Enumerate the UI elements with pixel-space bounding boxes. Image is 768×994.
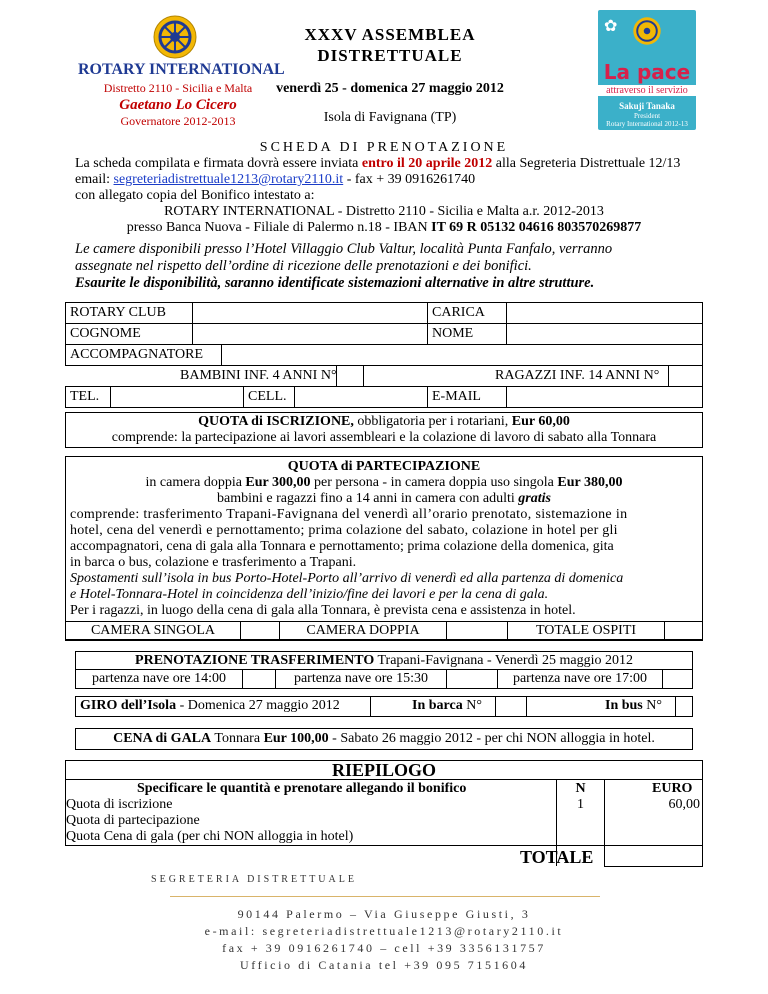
partecipazione-italic1: Spostamenti sull’isola in bus Porto-Hotel-Porto all’arrivo di venerdì ed alla partenza di domenica	[70, 571, 624, 586]
trasferimento-p2-field[interactable]	[446, 669, 498, 689]
theme-line3: Sakuji Tanaka	[619, 101, 675, 111]
riepilogo-totale-label: TOTALE	[520, 847, 594, 867]
notice-line1: Le camere disponibili presso l’Hotel Villaggio Club Valtur, località Punta Fanfalo, verranno	[75, 241, 613, 257]
partecipazione-desc3: accompagnatori, cena di gala alla Tonnara e pernottamento; prima colazione della domenica, gita	[70, 539, 614, 554]
trasferimento-p3-label: partenza nave ore 17:00	[512, 671, 648, 686]
ragazzi-field[interactable]	[668, 365, 703, 387]
rotary-club-label: ROTARY CLUB	[70, 305, 166, 320]
riepilogo-row-partecipazione: Quota di partecipazione	[66, 813, 200, 828]
rotary-club-field[interactable]	[192, 302, 428, 324]
footer-fax-cell: fax + 39 0916261740 – cell +39 3356131757	[222, 941, 546, 955]
intro-line1: La scheda compilata e firmata dovrà essere inviata entro il 20 aprile 2012 alla Segreteria Distrettuale 12/13	[75, 156, 681, 171]
trasferimento-p2-label: partenza nave ore 15:30	[293, 671, 429, 686]
cena-label: CENA di GALA Tonnara Eur 100,00 - Sabato 26 maggio 2012 - per chi NON alloggia in hotel.	[113, 731, 655, 746]
partecipazione-desc1: comprende: trasferimento Trapani-Favignana del venerdì all’orario prenotato, sistemazione in	[70, 507, 628, 522]
event-place: Isola di Favignana (TP)	[323, 110, 457, 125]
event-dates: venerdì 25 - domenica 27 maggio 2012	[276, 81, 504, 96]
nome-label: NOME	[432, 326, 474, 341]
riepilogo-row-iscrizione-euro: 60,00	[668, 797, 700, 812]
trasferimento-p3-field[interactable]	[662, 669, 693, 689]
partecipazione-children: bambini e ragazzi fino a 14 anni in camera con adulti gratis	[217, 491, 551, 506]
theme-line4: President	[633, 112, 661, 120]
theme-flower-icon: ✿	[604, 18, 618, 35]
secretariat-email-link[interactable]: segreteriadistrettuale1213@rotary2110.it	[113, 172, 344, 187]
footer-catania: Ufficio di Catania tel +39 095 7151604	[240, 958, 528, 972]
totale-ospiti-label: TOTALE OSPITI	[535, 623, 637, 638]
rotary-wheel-logo	[152, 14, 198, 60]
camera-singola-field[interactable]	[240, 621, 280, 641]
event-title-line2: DISTRETTUALE	[317, 46, 463, 65]
presidential-theme-logo	[598, 10, 696, 130]
footer-divider	[170, 896, 600, 897]
tel-label: TEL.	[70, 389, 100, 404]
camera-singola-label: CAMERA SINGOLA	[90, 623, 216, 638]
cognome-field[interactable]	[192, 323, 428, 345]
riepilogo-totale-field[interactable]	[604, 845, 703, 867]
nome-field[interactable]	[506, 323, 703, 345]
governor-name: Gaetano Lo Cicero	[119, 97, 237, 113]
tel-field[interactable]	[110, 386, 244, 408]
footer-email: e-mail: segreteriadistrettuale1213@rotary2110.it	[204, 924, 564, 938]
org-name: ROTARY INTERNATIONAL	[78, 61, 285, 78]
theme-line1: La pace	[603, 60, 691, 84]
giro-label: GIRO dell’Isola - Domenica 27 maggio 2012	[80, 698, 340, 713]
intro-line4: ROTARY INTERNATIONAL - Distretto 2110 - Sicilia e Malta a.r. 2012-2013	[164, 204, 604, 219]
bambini-label: BAMBINI INF. 4 ANNI N°	[180, 368, 337, 383]
iscrizione-heading: QUOTA di ISCRIZIONE, obbligatoria per i rotariani, Eur 60,00	[198, 414, 570, 429]
accompagnatore-label: ACCOMPAGNATORE	[70, 347, 204, 362]
email-label: E-MAIL	[432, 389, 481, 404]
ragazzi-label: RAGAZZI INF. 14 ANNI N°	[495, 368, 660, 383]
intro-line2: email: segreteriadistrettuale1213@rotary2110.it - fax + 39 0916261740	[75, 172, 476, 187]
form-title: SCHEDA DI PRENOTAZIONE	[259, 140, 509, 155]
trasferimento-p1-field[interactable]	[242, 669, 276, 689]
footer-address: 90144 Palermo – Via Giuseppe Giusti, 3	[237, 907, 531, 921]
footer-label: SEGRETERIA DISTRETTUALE	[151, 874, 357, 885]
partecipazione-prices: in camera doppia Eur 300,00 per persona - in camera doppia uso singola Eur 380,00	[145, 475, 623, 490]
bambini-field[interactable]	[336, 365, 364, 387]
partecipazione-desc2: hotel, cena del venerdì e pernottamento; prima colazione del sabato, colazione in hotel per gli	[70, 523, 618, 538]
carica-field[interactable]	[506, 302, 703, 324]
trasferimento-heading: PRENOTAZIONE TRASFERIMENTO Trapani-Favignana - Venerdì 25 maggio 2012	[135, 653, 633, 668]
theme-rotary-wheel-icon	[632, 16, 662, 46]
theme-line5: Rotary International 2012-13	[606, 120, 688, 128]
giro-barca-field[interactable]	[495, 696, 527, 717]
partecipazione-desc4: in barca o bus, colazione e trasferimento a Trapani.	[70, 555, 357, 570]
cognome-label: COGNOME	[70, 326, 141, 341]
giro-bus-field[interactable]	[675, 696, 693, 717]
email-field[interactable]	[506, 386, 703, 408]
riepilogo-col-euro: EURO	[652, 781, 693, 796]
camera-doppia-field[interactable]	[446, 621, 508, 641]
riepilogo-row-iscrizione: Quota di iscrizione	[66, 797, 173, 812]
intro-line5: presso Banca Nuova - Filiale di Palermo n.18 - IBAN IT 69 R 05132 04616 803570269877	[126, 220, 642, 235]
event-title-line1: XXXV ASSEMBLEA	[304, 25, 476, 44]
carica-label: CARICA	[432, 305, 485, 320]
partecipazione-desc5: Per i ragazzi, in luogo della cena di gala alla Tonnara, è prevista cena e assistenza in hotel.	[70, 603, 576, 618]
notice-line2: assegnate nel rispetto dell’ordine di ricezione delle prenotazioni e dei bonifici.	[75, 258, 532, 274]
theme-line2: attraverso il servizio	[598, 85, 696, 96]
giro-barca-label: In barca N°	[412, 698, 482, 713]
accompagnatore-field[interactable]	[221, 344, 703, 366]
intro-line3: con allegato copia del Bonifico intestato a:	[75, 188, 315, 203]
riepilogo-row-iscrizione-n: 1	[577, 797, 584, 812]
cell-label: CELL.	[248, 389, 287, 404]
iscrizione-desc: comprende: la partecipazione ai lavori assembleari e la colazione di lavoro di sabato alla Tonnara	[111, 430, 657, 445]
riepilogo-subtitle: Specificare le quantità e prenotare allegando il bonifico	[137, 781, 467, 796]
partecipazione-title: QUOTA di PARTECIPAZIONE	[287, 459, 481, 474]
governor-title: Governatore 2012-2013	[120, 114, 236, 128]
riepilogo-title: RIEPILOGO	[331, 760, 437, 780]
totale-ospiti-field[interactable]	[664, 621, 703, 641]
cell-field[interactable]	[294, 386, 428, 408]
riepilogo-col-n: N	[575, 781, 586, 796]
partecipazione-italic2: e Hotel-Tonnara-Hotel in coincidenza dell’inizio/fine dei lavori e per la cena di gala.	[70, 587, 549, 602]
trasferimento-p1-label: partenza nave ore 14:00	[91, 671, 227, 686]
district-name: Distretto 2110 - Sicilia e Malta	[103, 81, 253, 95]
giro-bus-label: In bus N°	[605, 698, 662, 713]
riepilogo-row-cena: Quota Cena di gala (per chi NON alloggia in hotel)	[66, 829, 354, 844]
camera-doppia-label: CAMERA DOPPIA	[306, 623, 420, 638]
notice-line3: Esaurite le disponibilità, saranno identificate sistemazioni alternative in altre strutture.	[75, 275, 595, 291]
